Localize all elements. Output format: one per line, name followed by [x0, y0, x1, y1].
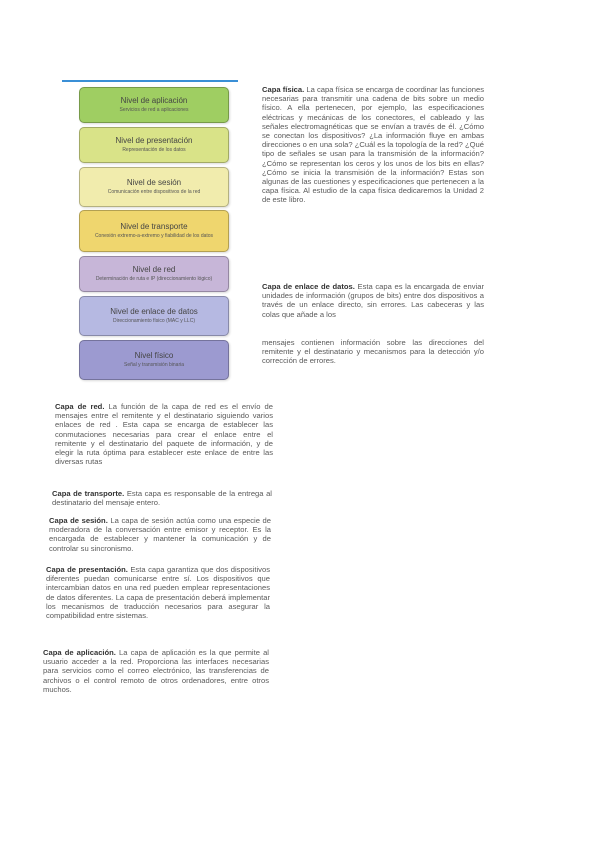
section-body: mensajes contienen información sobre las direcciones del remitente y el destinatario y mecanismos para la detección y/o corrección de errores. [262, 338, 484, 366]
osi-layer-box [79, 210, 229, 252]
section-title: Capa de enlace de datos. [262, 282, 355, 291]
section-title: Capa de sesión. [49, 516, 108, 525]
section-title: Capa de presentación. [46, 565, 128, 574]
osi-layer-name: Nivel de red [132, 265, 176, 275]
osi-layer-description: Servicios de red a aplicaciones [119, 107, 189, 114]
section-body: Esta capa es la encargada de enviar unidades de información (grupos de bits) entre dos dispositivos a través de un enlace directo, sin errores. Las cabeceras y las colas que añade a los [262, 282, 484, 319]
section-capa-red [55, 402, 273, 466]
section-body: La capa física se encarga de coordinar las funciones necesarias para transmitir una cadena de bits sobre un medio físico. A ella pertenecen, por ejemplo, las especificaciones eléctricas y mecánicas de los conectores, el cableado y las señales electromagnéticas que se envían a través de él. ¿Cómo se conectan los dispositivos? ¿La información fluye en ambas direcciones o en una sola? ¿Cuál es la topología de la red? ¿Qué tipo de señales se usan para la transmisión de la información? ¿Cómo se representan los ceros y los unos de los bits en ellas? ¿Cómo se inicia la transmisión de la información? Estas son algunas de las cuestiones y especificaciones que pertenecen a la capa física. Al estudio de la capa física dedicaremos la Unidad 2 de este libro. [262, 85, 484, 205]
section-capa-enlace [262, 282, 484, 319]
osi-layer-description: Direccionamiento físico (MAC y LLC) [113, 318, 195, 325]
osi-layer-description: Señal y transmisión binaria [123, 362, 185, 369]
section-body: Esta capa es responsable de la entrega al destinatario del mensaje entero. [52, 489, 272, 508]
section-capa-aplicacion [43, 648, 269, 694]
osi-layer-box [79, 167, 229, 207]
osi-layer-box [79, 127, 229, 163]
section-capa-transporte [52, 489, 272, 507]
osi-layer-name: Nivel de transporte [120, 222, 188, 232]
osi-layer-box [79, 296, 229, 336]
section-capa-sesion [49, 516, 271, 553]
osi-layer-box [79, 256, 229, 292]
osi-layer-description: Comunicación entre dispositivos de la red [107, 189, 201, 196]
section-capa-enlace-cont [262, 338, 484, 366]
figure-top-rule [62, 80, 238, 82]
osi-layer-name: Nivel físico [134, 351, 174, 361]
section-title: Capa de transporte. [52, 489, 125, 498]
osi-layer-name: Nivel de sesión [126, 178, 182, 188]
section-body: La función de la capa de red es el envío de mensajes entre el remitente y el destinatario siguiendo varios enlaces de red . Esta capa se encarga de establecer las conmutaciones necesarias para crear el enlace entre el remitente y el destinatario del paquete de información, y de elegir la ruta óptima para establecer este enlace de entre las diversas rutas [55, 402, 273, 467]
section-capa-presentacion [46, 565, 270, 620]
osi-layer-box [79, 87, 229, 123]
osi-layer-box [79, 340, 229, 380]
section-body: La capa de aplicación es la que permite al usuario acceder a la red. Proporciona las interfaces necesarias para servicios como el correo electrónico, las transferencias de archivos o el control remoto de otros ordenadores, entre otros muchos. [43, 648, 269, 694]
osi-layer-description: Conexión extremo-a-extremo y fiabilidad de los datos [94, 233, 214, 240]
section-capa-fisica [262, 85, 484, 205]
section-body: La capa de sesión actúa como una especie de moderadora de la conversación entre emisor y receptor. Es la encargada de establecer y mantener la comunicación y de controlar su sincronismo. [49, 516, 271, 553]
section-title: Capa de aplicación. [43, 648, 116, 657]
osi-layer-name: Nivel de enlace de datos [110, 307, 198, 317]
osi-layer-name: Nivel de aplicación [120, 96, 188, 106]
section-title: Capa de red. [55, 402, 105, 411]
osi-layer-description: Determinación de ruta e IP (direccionamiento lógico) [95, 276, 213, 283]
osi-layer-description: Representación de los datos [122, 147, 186, 154]
section-title: Capa física. [262, 85, 305, 94]
osi-layer-name: Nivel de presentación [115, 136, 193, 146]
section-body: Esta capa garantiza que dos dispositivos diferentes puedan comunicarse entre sí. Los dispositivos que intercambian datos en una red pueden emplear representaciones de datos diferentes. La capa de presentación deberá implementar los mecanismos de traducción necesarios para asegurar la compatibilidad entre sistemas. [46, 565, 270, 621]
